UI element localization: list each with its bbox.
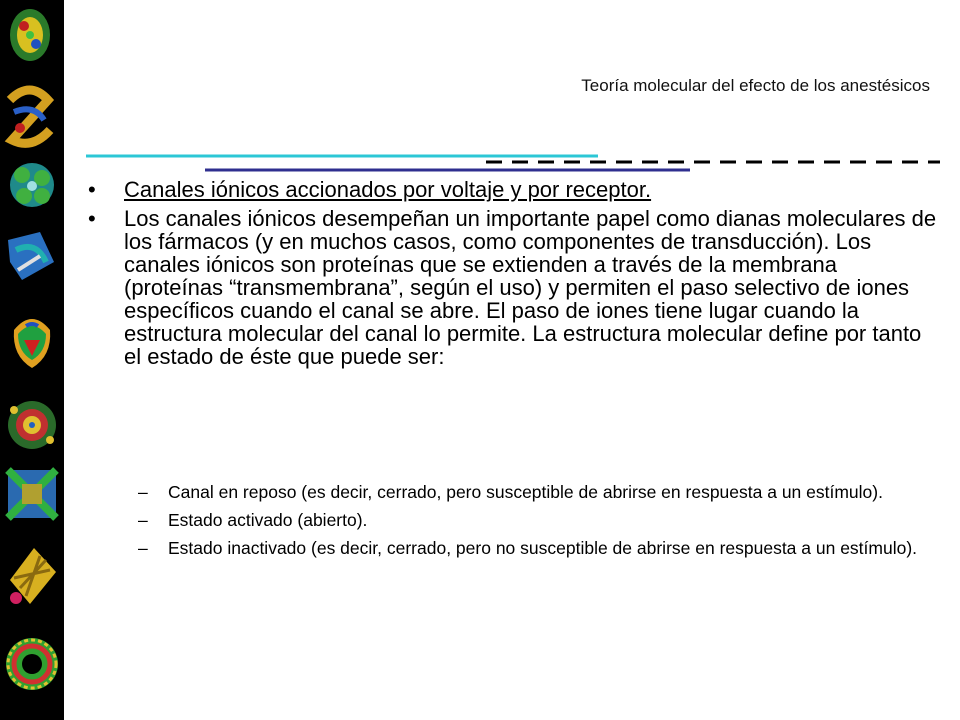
bullet-item — [88, 207, 940, 368]
sub-bullet-marker: – — [138, 510, 148, 530]
slide-title: Teoría molecular del efecto de los anestésicos — [581, 76, 930, 95]
sub-bullet-item — [138, 482, 938, 502]
bullet-text: Los canales iónicos desempeñan un importante papel como dianas moleculares de los fármacos (y en muchos casos, como componentes de transducción). Los canales iónicos son proteínas que se extienden a través de la membrana (proteínas “transmembrana”, según el uso) y permiten el paso selectivo de iones específicos cuando el canal se abre. El paso de iones tiene lugar cuando la estructura molecular del canal lo permite. La estructura molecular define por tanto el estado de éste que puede ser: — [124, 206, 937, 369]
sub-bullet-marker: – — [138, 538, 148, 558]
bullet-marker: • — [88, 177, 96, 202]
sub-bullet-text: Canal en reposo (es decir, cerrado, pero susceptible de abrirse en respuesta a un estímulo). — [168, 482, 883, 502]
sub-bullet-item — [138, 510, 938, 530]
bullet-text-underlined: Canales iónicos accionados por voltaje y por receptor. — [124, 177, 652, 202]
sub-bullet-text: Estado inactivado (es decir, cerrado, pero no susceptible de abrirse en respuesta a un estímulo). — [168, 538, 918, 558]
sub-bullet-item — [138, 538, 938, 558]
sub-bullet-marker: – — [138, 482, 148, 502]
sub-bullet-text: Estado activado (abierto). — [168, 510, 368, 530]
sub-bullet-list — [138, 482, 938, 566]
main-bullet-list — [88, 178, 940, 368]
bullet-item — [88, 178, 940, 201]
bullet-marker: • — [88, 206, 96, 231]
